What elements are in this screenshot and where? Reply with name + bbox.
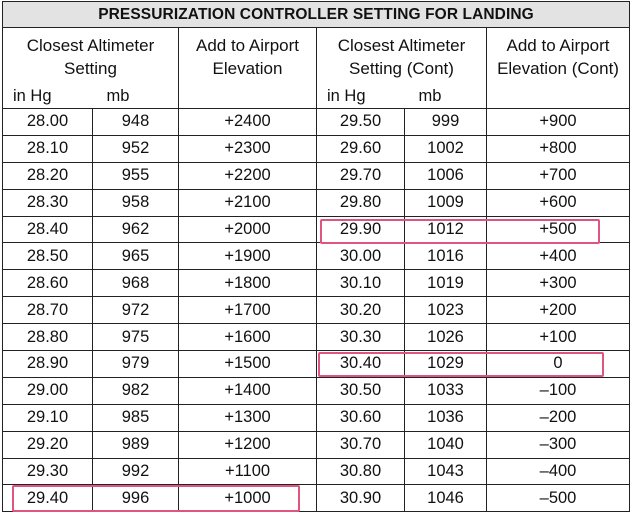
right-inhg-cell: 29.90 bbox=[317, 216, 405, 243]
right-mb-cell: 1040 bbox=[405, 431, 487, 458]
left-inhg-cell: 29.20 bbox=[3, 431, 93, 458]
right-mb-cell: 1036 bbox=[405, 404, 487, 431]
left-inhg-cell: 28.90 bbox=[3, 351, 93, 378]
table-row bbox=[3, 162, 630, 189]
right-add-cell: +200 bbox=[487, 297, 630, 324]
left-add-cell: +1700 bbox=[179, 297, 317, 324]
unit-mb-right: mb bbox=[405, 84, 487, 109]
left-mb-cell: 952 bbox=[93, 135, 179, 162]
right-mb-cell: 999 bbox=[405, 109, 487, 136]
table-row bbox=[3, 109, 630, 136]
table-row bbox=[3, 297, 630, 324]
table-row bbox=[3, 243, 630, 270]
right-inhg-cell: 30.60 bbox=[317, 404, 405, 431]
table-row bbox=[3, 351, 630, 378]
left-mb-cell: 958 bbox=[93, 189, 179, 216]
right-inhg-cell: 30.50 bbox=[317, 377, 405, 404]
left-add-cell: +1100 bbox=[179, 458, 317, 485]
right-inhg-cell: 30.30 bbox=[317, 324, 405, 351]
unit-mb-left: mb bbox=[93, 84, 179, 109]
right-inhg-cell: 30.20 bbox=[317, 297, 405, 324]
right-add-cell: –500 bbox=[487, 485, 630, 512]
table-row bbox=[3, 189, 630, 216]
left-add-cell: +1600 bbox=[179, 324, 317, 351]
left-inhg-cell: 28.20 bbox=[3, 162, 93, 189]
left-inhg-cell: 28.50 bbox=[3, 243, 93, 270]
left-mb-cell: 989 bbox=[93, 431, 179, 458]
left-mb-cell: 968 bbox=[93, 270, 179, 297]
header-add-to-elevation: Add to Airport Elevation bbox=[179, 28, 317, 109]
right-mb-cell: 1029 bbox=[405, 351, 487, 378]
table-row bbox=[3, 324, 630, 351]
left-add-cell: +2000 bbox=[179, 216, 317, 243]
right-mb-cell: 1026 bbox=[405, 324, 487, 351]
right-add-cell: +900 bbox=[487, 109, 630, 136]
left-add-cell: +1000 bbox=[179, 485, 317, 512]
table-row bbox=[3, 377, 630, 404]
left-add-cell: +2200 bbox=[179, 162, 317, 189]
left-mb-cell: 982 bbox=[93, 377, 179, 404]
left-add-cell: +2400 bbox=[179, 109, 317, 136]
right-add-cell: +300 bbox=[487, 270, 630, 297]
right-add-cell: –100 bbox=[487, 377, 630, 404]
right-add-cell: –400 bbox=[487, 458, 630, 485]
table-body bbox=[3, 109, 630, 512]
left-inhg-cell: 28.40 bbox=[3, 216, 93, 243]
right-add-cell: +600 bbox=[487, 189, 630, 216]
left-add-cell: +1500 bbox=[179, 351, 317, 378]
right-add-cell: –300 bbox=[487, 431, 630, 458]
right-inhg-cell: 30.70 bbox=[317, 431, 405, 458]
right-mb-cell: 1019 bbox=[405, 270, 487, 297]
right-inhg-cell: 30.00 bbox=[317, 243, 405, 270]
header-closest-altimeter: Closest Altimeter Setting bbox=[3, 28, 179, 85]
left-inhg-cell: 29.10 bbox=[3, 404, 93, 431]
left-mb-cell: 985 bbox=[93, 404, 179, 431]
right-inhg-cell: 29.80 bbox=[317, 189, 405, 216]
left-add-cell: +1900 bbox=[179, 243, 317, 270]
left-inhg-cell: 28.60 bbox=[3, 270, 93, 297]
header-add-to-elevation-cont: Add to Airport Elevation (Cont) bbox=[487, 28, 630, 109]
right-mb-cell: 1009 bbox=[405, 189, 487, 216]
left-inhg-cell: 28.00 bbox=[3, 109, 93, 136]
right-mb-cell: 1046 bbox=[405, 485, 487, 512]
left-mb-cell: 979 bbox=[93, 351, 179, 378]
right-inhg-cell: 30.40 bbox=[317, 351, 405, 378]
pressurization-table bbox=[2, 1, 630, 512]
right-add-cell: +100 bbox=[487, 324, 630, 351]
right-add-cell: +800 bbox=[487, 135, 630, 162]
right-inhg-cell: 29.50 bbox=[317, 109, 405, 136]
left-mb-cell: 962 bbox=[93, 216, 179, 243]
right-mb-cell: 1012 bbox=[405, 216, 487, 243]
table-title: PRESSURIZATION CONTROLLER SETTING FOR LANDING bbox=[3, 2, 630, 28]
left-add-cell: +1200 bbox=[179, 431, 317, 458]
left-mb-cell: 948 bbox=[93, 109, 179, 136]
left-mb-cell: 955 bbox=[93, 162, 179, 189]
right-add-cell: +500 bbox=[487, 216, 630, 243]
left-inhg-cell: 28.10 bbox=[3, 135, 93, 162]
right-mb-cell: 1023 bbox=[405, 297, 487, 324]
right-inhg-cell: 30.80 bbox=[317, 458, 405, 485]
left-inhg-cell: 29.00 bbox=[3, 377, 93, 404]
header-closest-altimeter-cont: Closest Altimeter Setting (Cont) bbox=[317, 28, 487, 85]
left-inhg-cell: 29.40 bbox=[3, 485, 93, 512]
unit-inhg-right: in Hg bbox=[317, 84, 405, 109]
table-row bbox=[3, 135, 630, 162]
right-mb-cell: 1002 bbox=[405, 135, 487, 162]
right-inhg-cell: 29.60 bbox=[317, 135, 405, 162]
pressurization-table-container bbox=[2, 1, 629, 512]
right-mb-cell: 1033 bbox=[405, 377, 487, 404]
right-add-cell: +400 bbox=[487, 243, 630, 270]
left-inhg-cell: 28.30 bbox=[3, 189, 93, 216]
right-mb-cell: 1016 bbox=[405, 243, 487, 270]
table-row bbox=[3, 404, 630, 431]
left-inhg-cell: 28.70 bbox=[3, 297, 93, 324]
table-row bbox=[3, 458, 630, 485]
table-row bbox=[3, 431, 630, 458]
left-add-cell: +2100 bbox=[179, 189, 317, 216]
left-add-cell: +1800 bbox=[179, 270, 317, 297]
right-inhg-cell: 30.10 bbox=[317, 270, 405, 297]
left-mb-cell: 965 bbox=[93, 243, 179, 270]
right-mb-cell: 1043 bbox=[405, 458, 487, 485]
left-add-cell: +2300 bbox=[179, 135, 317, 162]
right-inhg-cell: 30.90 bbox=[317, 485, 405, 512]
table-row bbox=[3, 485, 630, 512]
left-inhg-cell: 29.30 bbox=[3, 458, 93, 485]
table-row bbox=[3, 270, 630, 297]
left-mb-cell: 996 bbox=[93, 485, 179, 512]
right-add-cell: –200 bbox=[487, 404, 630, 431]
right-add-cell: +700 bbox=[487, 162, 630, 189]
table-row bbox=[3, 216, 630, 243]
right-mb-cell: 1006 bbox=[405, 162, 487, 189]
left-mb-cell: 992 bbox=[93, 458, 179, 485]
left-add-cell: +1400 bbox=[179, 377, 317, 404]
left-mb-cell: 972 bbox=[93, 297, 179, 324]
left-mb-cell: 975 bbox=[93, 324, 179, 351]
right-inhg-cell: 29.70 bbox=[317, 162, 405, 189]
left-add-cell: +1300 bbox=[179, 404, 317, 431]
right-add-cell: 0 bbox=[487, 351, 630, 378]
unit-inhg-left: in Hg bbox=[3, 84, 93, 109]
left-inhg-cell: 28.80 bbox=[3, 324, 93, 351]
